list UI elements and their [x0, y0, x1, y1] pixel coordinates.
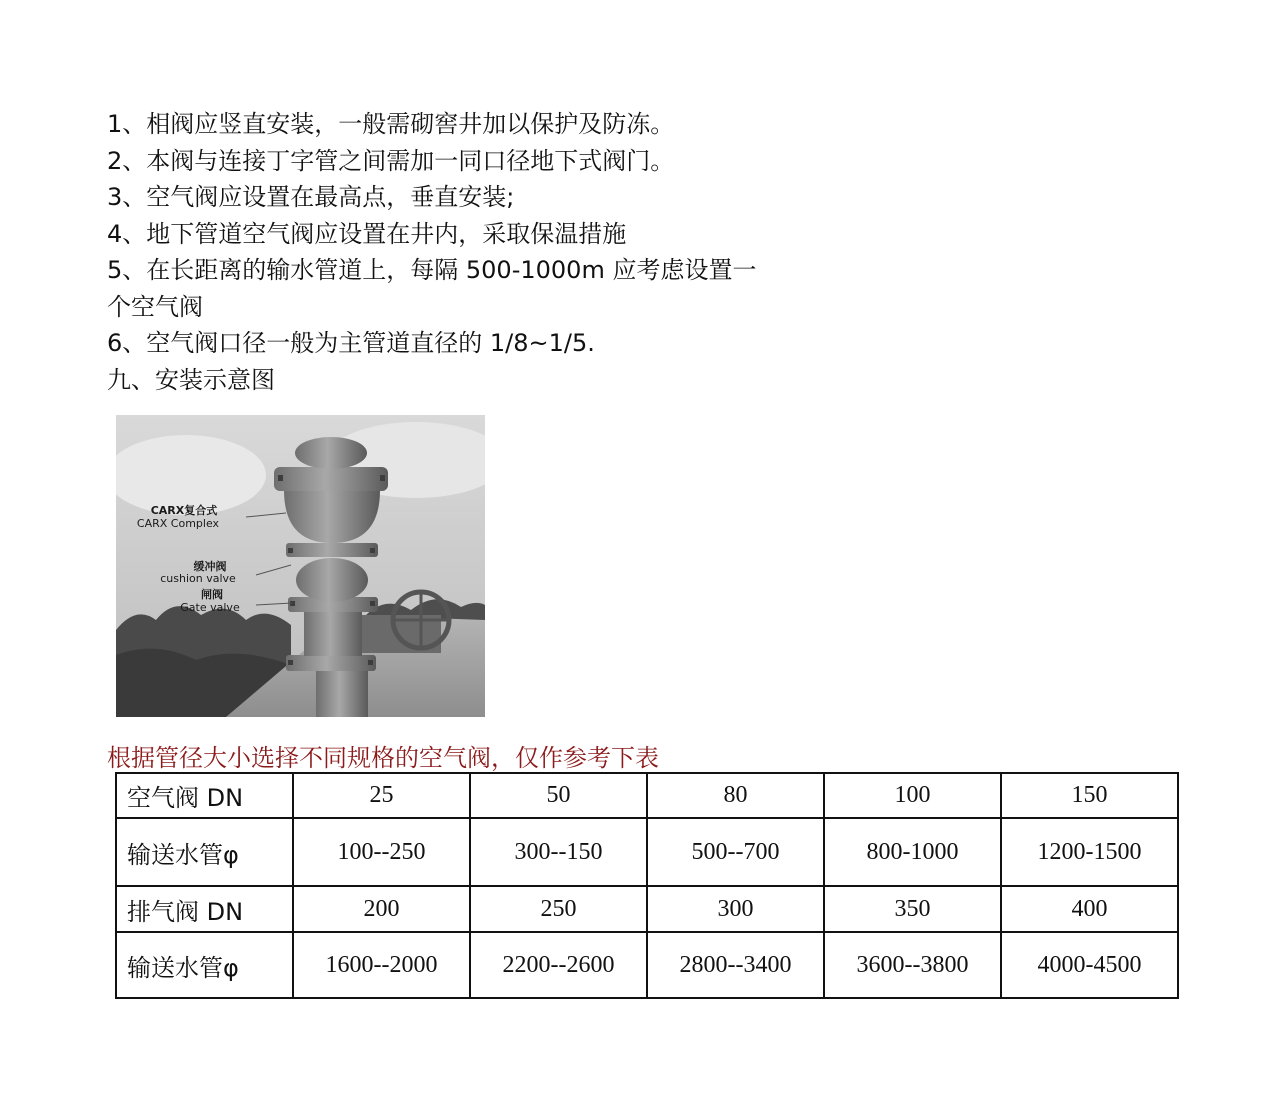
- table-cell: 3600--3800: [824, 932, 1001, 998]
- table-cell: 1200-1500: [1001, 818, 1178, 886]
- row-header: 输送水管φ: [116, 932, 293, 998]
- table-cell: 25: [293, 773, 470, 818]
- row-header: 排气阀 DN: [116, 886, 293, 932]
- table-cell: 300: [647, 886, 824, 932]
- table-cell: 200: [293, 886, 470, 932]
- note-6: 6、空气阀口径一般为主管道直径的 1/8~1/5.: [107, 329, 595, 357]
- note-4: 4、地下管道空气阀应设置在井内，采取保温措施: [107, 219, 627, 248]
- label-gate-en: Gate valve: [180, 601, 240, 614]
- spec-table: [115, 772, 1179, 999]
- row-header: 输送水管φ: [116, 818, 293, 886]
- table-cell: 150: [1001, 773, 1178, 818]
- table-cell: 4000-4500: [1001, 932, 1178, 998]
- table-cell: 80: [647, 773, 824, 818]
- note-3: 3、空气阀应设置在最高点，垂直安装;: [107, 183, 515, 211]
- table-cell: 350: [824, 886, 1001, 932]
- table-row: [116, 818, 1178, 886]
- label-cushion-cn: 缓冲阀: [193, 560, 227, 573]
- note-5: 5、在长距离的输水管道上，每隔 500-1000m 应考虑设置一: [107, 256, 757, 284]
- table-row: [116, 773, 1178, 818]
- table-cell: 100--250: [293, 818, 470, 886]
- note-2: 2、本阀与连接丁字管之间需加一同口径地下式阀门。: [107, 146, 675, 175]
- label-gate-cn: 闸阀: [201, 588, 223, 601]
- note-1: 1、相阀应竖直安装，一般需砌窖井加以保护及防冻。: [107, 110, 675, 138]
- table-cell: 1600--2000: [293, 932, 470, 998]
- note-5-continued: 个空气阀: [107, 292, 203, 321]
- table-row: [116, 932, 1178, 998]
- table-cell: 400: [1001, 886, 1178, 932]
- label-cushion-en: cushion valve: [160, 572, 236, 585]
- installation-notes: [107, 106, 756, 398]
- row-header: 空气阀 DN: [116, 773, 293, 818]
- table-cell: 250: [470, 886, 647, 932]
- table-cell: 50: [470, 773, 647, 818]
- table-cell: 2800--3400: [647, 932, 824, 998]
- table-cell: 800-1000: [824, 818, 1001, 886]
- label-complex-cn: CARX复合式: [150, 504, 218, 517]
- label-complex-en: CARX Complex: [136, 517, 220, 530]
- section-heading: 九、安装示意图: [107, 365, 275, 394]
- installation-photo: [116, 415, 485, 717]
- table-cell: 2200--2600: [470, 932, 647, 998]
- table-title: 根据管径大小选择不同规格的空气阀，仅作参考下表: [107, 744, 659, 772]
- table-row: [116, 886, 1178, 932]
- table-cell: 300--150: [470, 818, 647, 886]
- table-cell: 100: [824, 773, 1001, 818]
- table-cell: 500--700: [647, 818, 824, 886]
